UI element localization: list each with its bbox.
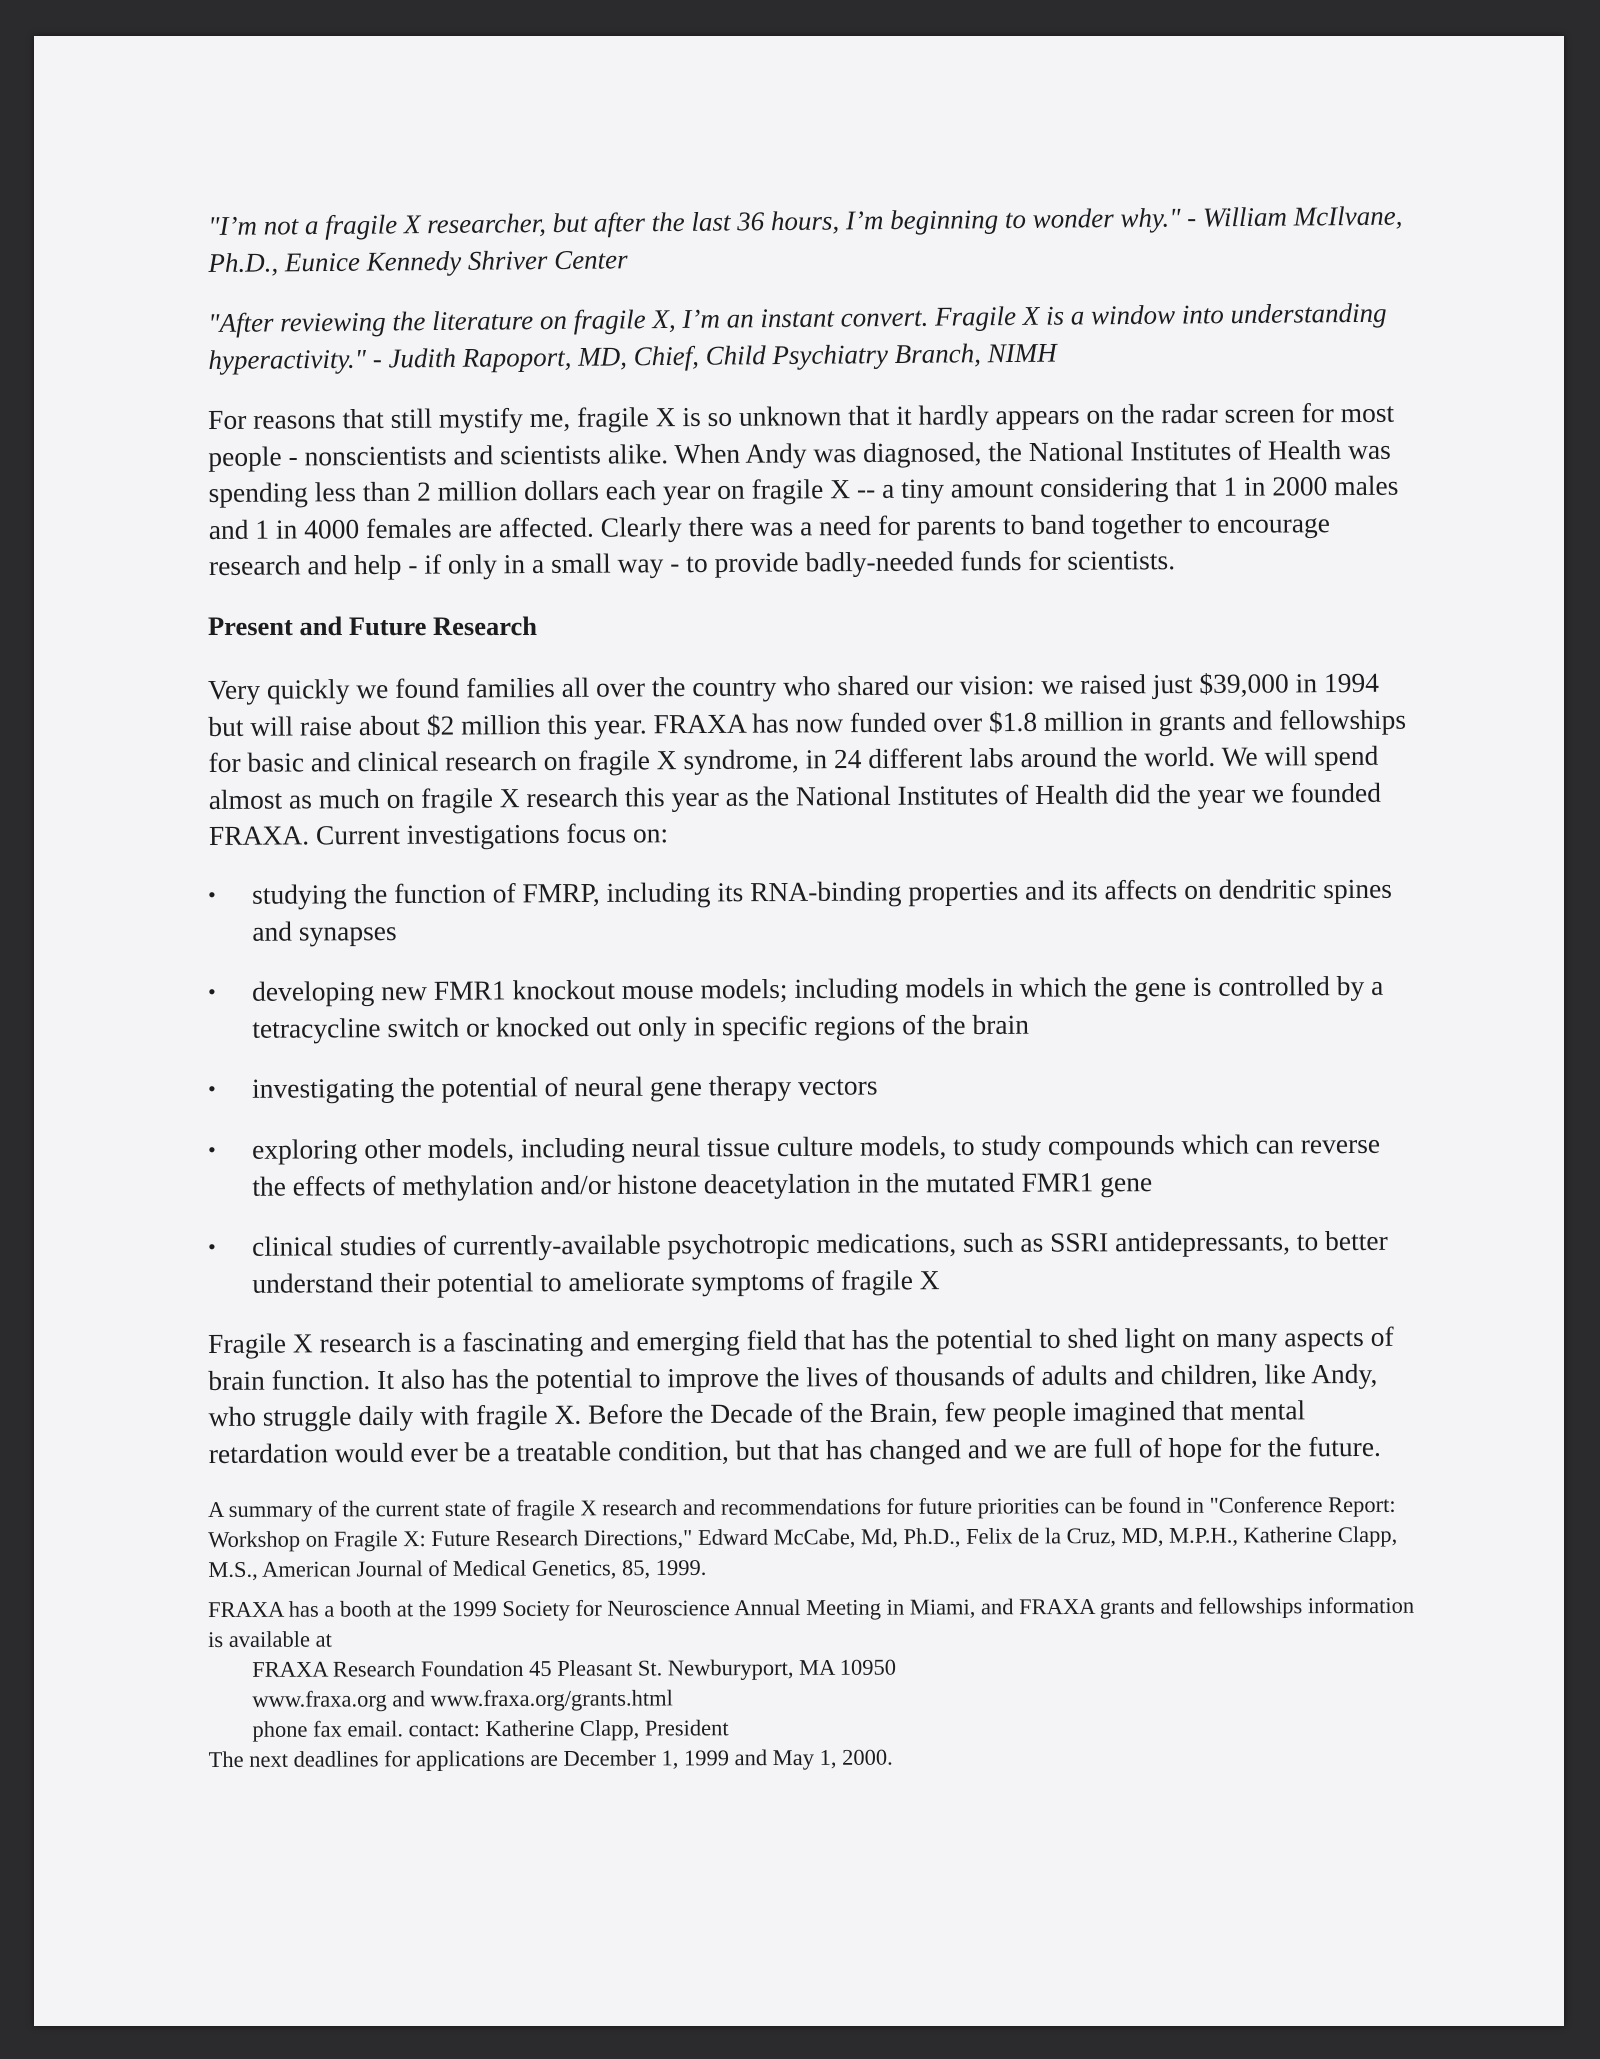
bullet-icon: • (208, 1136, 216, 1162)
list-item-text: developing new FMR1 knockout mouse models; including models in which the gene is controlled by a tetracycline switch or knocked out only in specific regions of the brain (252, 969, 1384, 1044)
paper-page (34, 36, 1564, 2026)
document-body (208, 200, 1418, 1775)
deadlines-note: The next deadlines for applications are December 1, 1999 and May 1, 2000. (208, 1744, 893, 1772)
contact-phone-line: phone fax email. contact: Katherine Clapp, President (252, 1714, 729, 1742)
quote-mcilvane: "I’m not a fragile X researcher, but after the last 36 hours, I’m beginning to wonder why." - William McIlvane, Ph.D., Eunice Kennedy Shriver Center (208, 200, 1403, 278)
list-item-text: investigating the potential of neural gene therapy vectors (252, 1069, 878, 1104)
quote-rapoport: "After reviewing the literature on fragile X, I’m an instant convert. Fragile X is a window into understanding hyperactivity." - Judith Rapoport, MD, Chief, Child Psychiatry Branch, NIMH (208, 297, 1387, 375)
bullet-icon: • (208, 881, 216, 907)
section-heading: Present and Future Research (208, 610, 538, 641)
closing-paragraph: Fragile X research is a fascinating and emerging field that has the potential to shed light on many aspects of brain function. It also has the potential to improve the lives of thousands of adults and children, like Andy, who struggle daily with fragile X. Before the Decade of the Brain, few people imagined that mental retardation would ever be a treatable condition, but that has changed and we are full of hope for the future. (208, 1320, 1394, 1468)
intro-paragraph: For reasons that still mystify me, fragile X is so unknown that it hardly appears on the radar screen for most people - nonscientists and scientists alike. When Andy was diagnosed, the National Institutes of Health was spending less than 2 million dollars each year on fragile X -- a tiny amount considering that 1 in 2000 males and 1 in 4000 females are affected. Clearly there was a need for parents to band together to encourage research and help - if only in a small way - to provide badly-needed funds for scientists. (208, 396, 1399, 581)
contact-block (208, 1590, 1419, 1774)
booth-note: FRAXA has a booth at the 1999 Society for Neuroscience Annual Meeting in Miami, and FRAXA grants and fellowships information is available at (208, 1592, 1415, 1652)
contact-websites: www.fraxa.org and www.fraxa.org/grants.html (252, 1684, 673, 1712)
bullet-icon: • (208, 1075, 216, 1101)
list-item (208, 1222, 1418, 1301)
list-item (208, 1065, 1418, 1108)
list-item (208, 1125, 1418, 1204)
research-focus-list (208, 872, 1418, 1302)
list-item-text: clinical studies of currently-available psychotropic medications, such as SSRI antidepressants, to better understand their potential to ameliorate symptoms of fragile X (252, 1224, 1388, 1298)
list-item (208, 871, 1418, 950)
bullet-icon: • (208, 978, 216, 1004)
list-item-text: studying the function of FMRP, including its RNA-binding properties and its affects on dendritic spines and synapses (252, 872, 1393, 947)
summary-note: A summary of the current state of fragile X research and recommendations for future priorities can be found in "Conference Report: Workshop on Fragile X: Future Research Directions," Edward McCabe, Md, Ph.D., Felix de la Cruz, MD, M.P.H., Katherine Clapp, M.S., American Journal of Medical Genetics, 85, 1999. (208, 1491, 1398, 1582)
list-item (208, 968, 1418, 1047)
bullet-icon: • (208, 1233, 216, 1259)
list-item-text: exploring other models, including neural tissue culture models, to study compounds which can reverse the effects of methylation and/or histone deacetylation in the mutated FMR1 gene (252, 1127, 1381, 1201)
research-paragraph: Very quickly we found families all over the country who shared our vision: we raised just $39,000 in 1994 but will raise about $2 million this year. FRAXA has now funded over $1.8 million in grants and fellowships for basic and clinical research on fragile X syndrome, in 24 different labs around the world. We will spend almost as much on fragile X research this year as the National Institutes of Health did the year we founded FRAXA. Current investigations focus on: (208, 666, 1407, 851)
contact-address: FRAXA Research Foundation 45 Pleasant St. Newburyport, MA 10950 (252, 1654, 897, 1682)
